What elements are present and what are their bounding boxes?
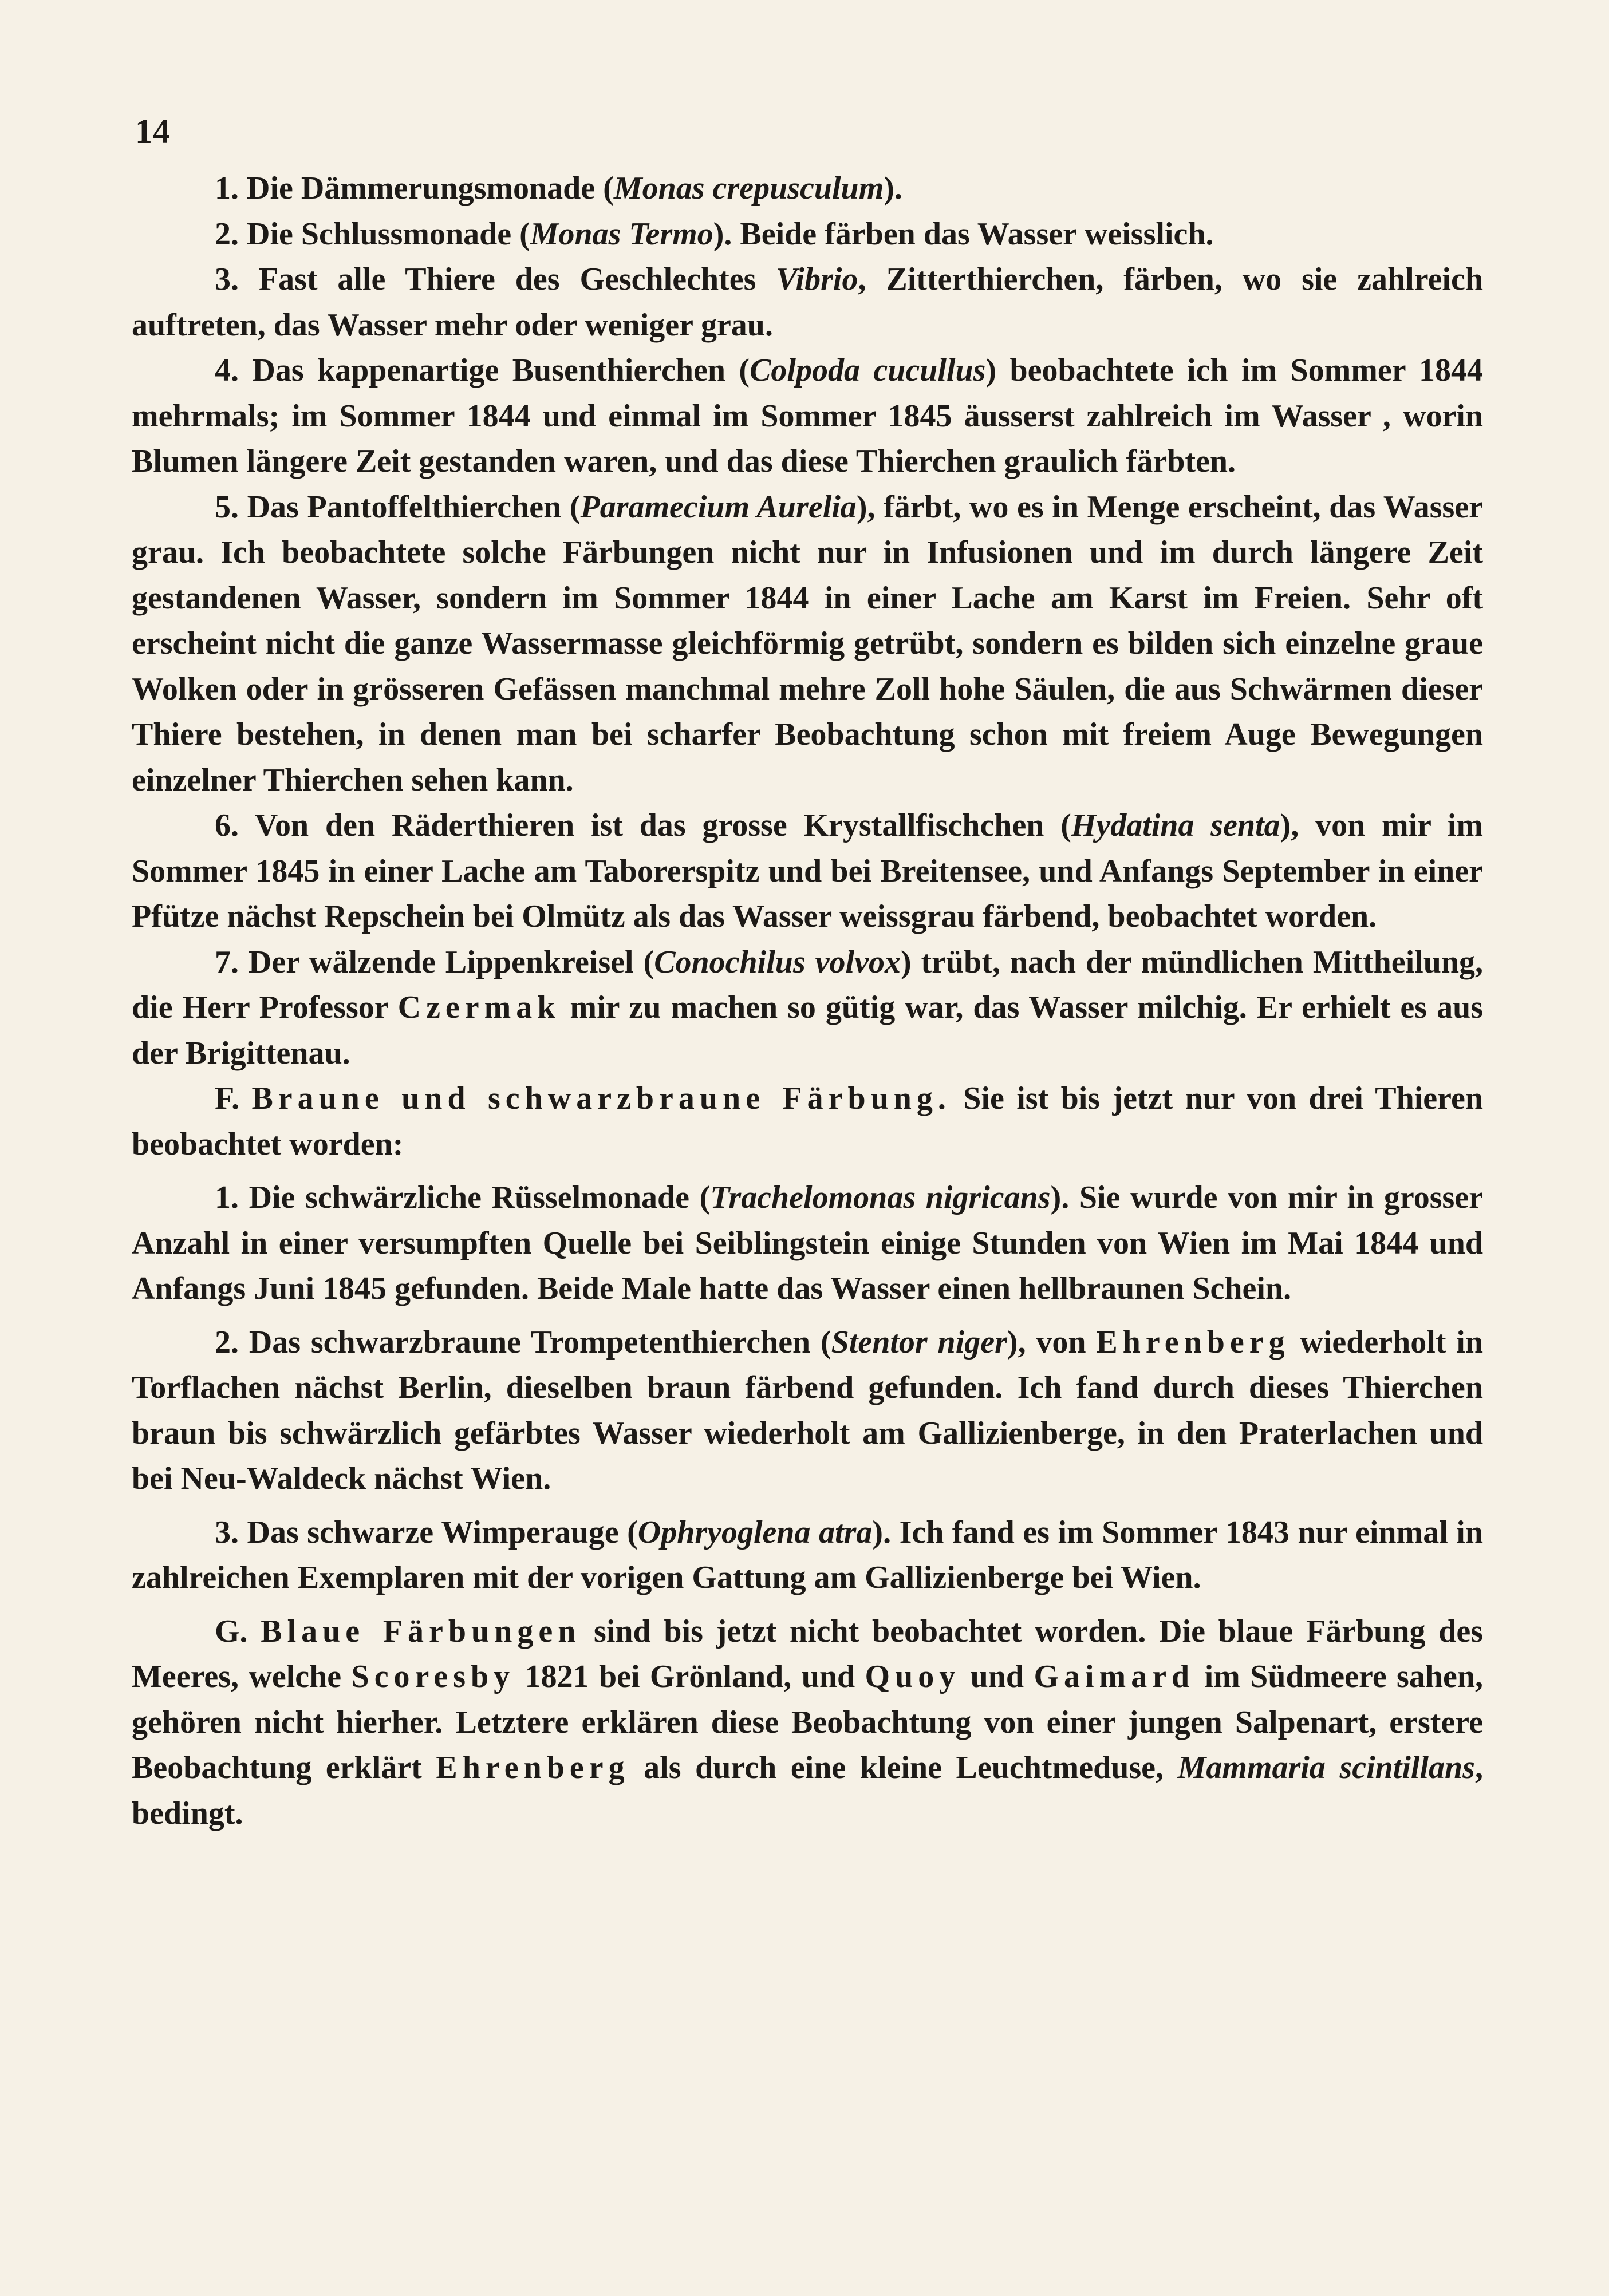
text-run: 3. Fast alle Thiere des Geschlechtes [215, 262, 776, 297]
text-run: 6. Von den Räderthieren ist das grosse Krystallfischchen ( [215, 808, 1071, 843]
text-run: 5. Das Pantoffelthierchen ( [215, 489, 581, 525]
text-run: wiederholt in Torflachen nächst Berlin, dieselben braun färbend gefunden. Ich fand durch dieses Thierchen braun bis schwärzlich gefärbtes Wasser wiederholt am Gallizienberge, in den Praterlachen und bei Neu-Waldeck nächst Wien. [132, 1324, 1484, 1496]
text-run: ). Sie wurde von mir in grosser Anzahl in einer versumpften Quelle bei Seiblingstein einige Stunden von Wien im Mai 1844 und Anfangs Juni 1845 gefunden. Beide Male hatte das Wasser einen hellbraunen Schein. [132, 1180, 1483, 1306]
text-run: mir zu machen so gütig war, das Wasser milchig. Er erhielt es aus der Brigittenau. [132, 990, 1484, 1071]
spaced-run: Czermak [397, 990, 561, 1025]
paragraph [132, 257, 1483, 348]
italic-run: Hydatina senta [1071, 808, 1280, 843]
paragraph [132, 166, 1483, 212]
paragraph [132, 1175, 1483, 1312]
text-run: als durch eine kleine Leuchtmeduse, [629, 1750, 1178, 1785]
italic-run: Colpoda cucullus [750, 353, 986, 388]
text-run: und [960, 1659, 1034, 1694]
text-run: 2. Das schwarzbraune Trompetenthierchen ( [215, 1324, 831, 1360]
italic-run: Trachelomonas nigricans [710, 1180, 1051, 1215]
text-run: ). Beide färben das Wasser weisslich. [713, 216, 1214, 252]
text-run: ), von [1007, 1324, 1097, 1360]
paragraph [132, 1510, 1483, 1601]
paragraph [132, 940, 1483, 1077]
spaced-run: Blaue Färbungen [261, 1613, 581, 1649]
italic-run: Stentor niger [831, 1324, 1007, 1360]
spaced-run: Scoresby [351, 1659, 515, 1694]
text-run: 1821 bei Grönland, und [515, 1659, 865, 1694]
text-run: ) trübt, nach der mündlichen Mittheilung, die Herr Professor [132, 944, 1484, 1025]
text-run: ), färbt, wo es in Menge erscheint, das Wasser grau. Ich beobachtete solche Färbungen nicht nur in Infusionen und im durch längere Zeit gestandenen Wasser, sondern im Sommer 1844 in einer Lache am Karst im Freien. Sehr oft erscheint nicht die ganze Wassermasse gleichförmig getrübt, sondern es bilden sich einzelne graue Wolken oder in grösseren Gefässen manchmal mehre Zoll hohe Säulen, die aus Schwärmen dieser Thiere bestehen, in denen man bei scharfer Beobachtung schon mit freiem Auge Bewegungen einzelner Thierchen sehen kann. [132, 489, 1483, 798]
spaced-run: Quoy [865, 1659, 961, 1694]
paragraph [132, 348, 1483, 485]
text-run: sind bis jetzt nicht beobachtet worden. Die blaue Färbung des Meeres, welche [132, 1613, 1484, 1694]
paragraph [132, 1076, 1483, 1167]
text-run: 1. Die schwärzliche Rüsselmonade ( [215, 1180, 711, 1215]
paragraph [132, 1320, 1483, 1502]
page-number: 14 [135, 112, 171, 150]
text-run: , bedingt. [132, 1750, 1483, 1831]
spaced-run: Ehrenberg [1096, 1324, 1290, 1360]
text-run: ). Ich fand es im Sommer 1843 nur einmal in zahlreichen Exemplaren mit der vorigen Gattung am Gallizienberge bei Wien. [132, 1514, 1483, 1595]
text-run: ). [884, 171, 902, 206]
text-run: Sie ist bis jetzt nur von drei Thieren beobachtet worden: [132, 1081, 1483, 1162]
text-run: ) beobachtete ich im Sommer 1844 mehrmals; im Sommer 1844 und einmal im Sommer 1845 äusserst zahlreich im Wasser , worin Blumen längere Zeit gestanden waren, und das diese Thierchen graulich färbten. [132, 353, 1483, 479]
italic-run: Mammaria scintillans [1177, 1750, 1475, 1785]
italic-run: Conochilus volvox [654, 944, 901, 980]
italic-run: Monas crepusculum [613, 171, 884, 206]
text-run: G. [215, 1613, 261, 1649]
paragraph [132, 485, 1483, 804]
text-run: F. [215, 1081, 252, 1116]
spaced-run: Ehrenberg [436, 1750, 630, 1785]
spaced-run: Gaimard [1034, 1659, 1195, 1694]
italic-run: Vibrio [776, 262, 858, 297]
text-run: 1. Die Dämmerungsmonade ( [215, 171, 614, 206]
paragraph [132, 1609, 1483, 1837]
paragraph [132, 803, 1483, 940]
italic-run: Monas Termo [530, 216, 713, 252]
text-run: 2. Die Schlussmonade ( [215, 216, 530, 252]
text-run: im Südmeere sahen, gehören nicht hierher. Letztere erklären diese Beobachtung von einer jungen Salpenart, erstere Beobachtung erklärt [132, 1659, 1483, 1785]
body-text [132, 166, 1483, 1836]
text-run: 3. Das schwarze Wimperauge ( [215, 1514, 638, 1550]
spaced-run: Braune und schwarzbraune Färbung. [251, 1081, 951, 1116]
paragraph [132, 212, 1483, 258]
text-run: 4. Das kappenartige Busenthierchen ( [215, 353, 750, 388]
text-run: , Zitterthierchen, färben, wo sie zahlreich auftreten, das Wasser mehr oder weniger grau. [132, 262, 1483, 343]
text-run: ), von mir im Sommer 1845 in einer Lache am Taborerspitz und bei Breitensee, und Anfangs September in einer Pfütze nächst Repschein bei Olmütz als das Wasser weissgrau färbend, beobachtet worden. [132, 808, 1483, 934]
italic-run: Paramecium Aurelia [580, 489, 857, 525]
italic-run: Ophryoglena atra [637, 1514, 873, 1550]
text-run: 7. Der wälzende Lippenkreisel ( [215, 944, 654, 980]
